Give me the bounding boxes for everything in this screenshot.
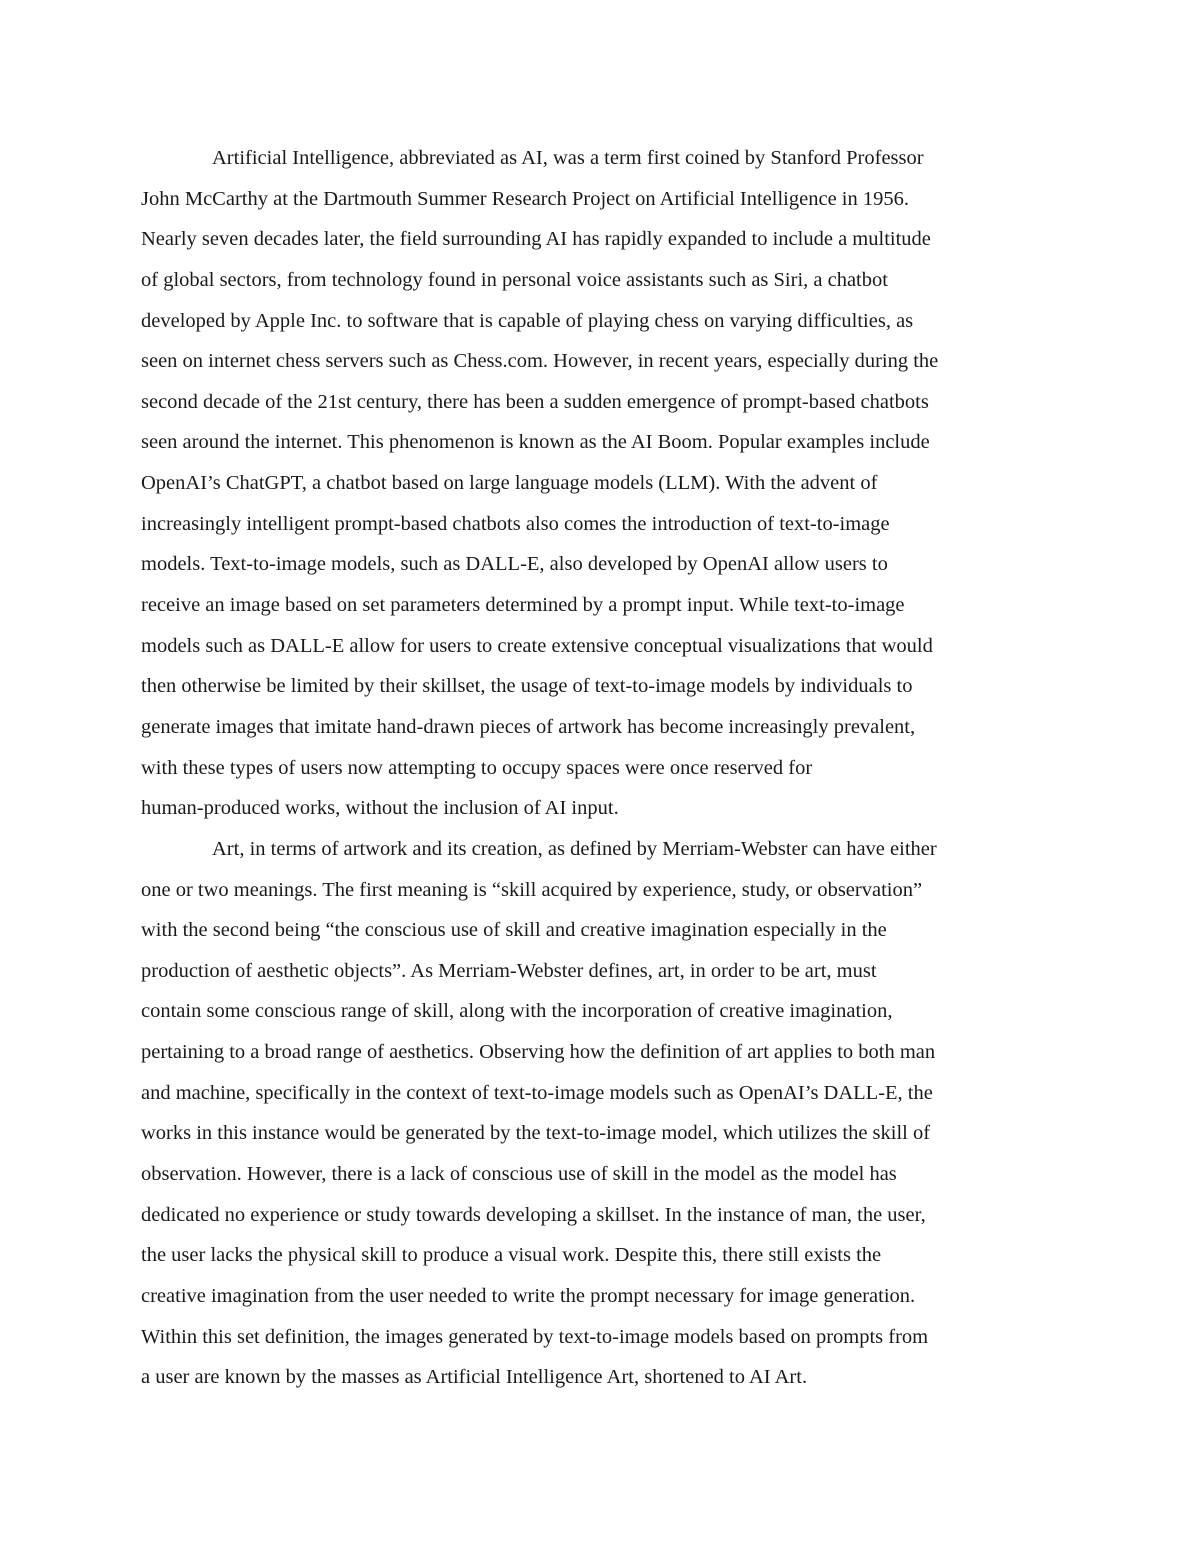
paragraph-line: then otherwise be limited by their skillset, the usage of text-to-image models by individuals to (141, 675, 913, 698)
paragraph-line: increasingly intelligent prompt-based chatbots also comes the introduction of text-to-image (141, 512, 890, 535)
paragraph-line: creative imagination from the user needed to write the prompt necessary for image generation. (141, 1284, 916, 1307)
paragraph-line: contain some conscious range of skill, along with the incorporation of creative imagination, (141, 1000, 893, 1023)
paragraph-line: receive an image based on set parameters determined by a prompt input. While text-to-image (141, 594, 905, 617)
paragraph-line: developed by Apple Inc. to software that is capable of playing chess on varying difficulties, as (141, 309, 914, 332)
document-body (141, 138, 1061, 1398)
paragraph-line: seen on internet chess servers such as Chess.com. However, in recent years, especially during the (141, 350, 939, 373)
paragraph-line: works in this instance would be generated by the text-to-image model, which utilizes the skill of (141, 1122, 931, 1145)
paragraph-line: pertaining to a broad range of aesthetics. Observing how the definition of art applies to both man (141, 1041, 936, 1064)
paragraph-line: models. Text-to-image models, such as DALL-E, also developed by OpenAI allow users to (141, 553, 888, 576)
paragraph-line: second decade of the 21st century, there has been a sudden emergence of prompt-based chatbots (141, 390, 929, 413)
paragraph-line: Art, in terms of artwork and its creation, as defined by Merriam-Webster can have either (212, 837, 937, 860)
paragraph-line: one or two meanings. The first meaning is “skill acquired by experience, study, or observation” (141, 878, 923, 901)
paragraph-line: a user are known by the masses as Artificial Intelligence Art, shortened to AI Art. (141, 1366, 808, 1389)
paragraph-line: Within this set definition, the images generated by text-to-image models based on prompts from (141, 1325, 929, 1348)
paragraph-line: Artificial Intelligence, abbreviated as AI, was a term first coined by Stanford Professor (212, 147, 924, 169)
paragraph-1 (141, 138, 1061, 829)
paragraph-line: observation. However, there is a lack of conscious use of skill in the model as the model has (141, 1163, 897, 1186)
paragraph-line: production of aesthetic objects”. As Merriam-Webster defines, art, in order to be art, must (141, 959, 877, 982)
paragraph-line: John McCarthy at the Dartmouth Summer Research Project on Artificial Intelligence in 1956. (141, 187, 909, 210)
paragraph-line: of global sectors, from technology found in personal voice assistants such as Siri, a chatbot (141, 268, 888, 291)
paragraph-line: with the second being “the conscious use of skill and creative imagination especially in the (141, 919, 887, 942)
paragraph-line: human-produced works, without the inclusion of AI input. (141, 797, 619, 820)
paragraph-2 (141, 829, 1061, 1398)
paragraph-line: the user lacks the physical skill to produce a visual work. Despite this, there still exists the (141, 1244, 882, 1267)
paragraph-line: dedicated no experience or study towards developing a skillset. In the instance of man, the user, (141, 1203, 926, 1226)
paragraph-line: and machine, specifically in the context of text-to-image models such as OpenAI’s DALL-E, the (141, 1081, 933, 1104)
paragraph-line: OpenAI’s ChatGPT, a chatbot based on large language models (LLM). With the advent of (141, 472, 878, 495)
paragraph-line: generate images that imitate hand-drawn pieces of artwork has become increasingly prevalent, (141, 715, 916, 738)
paragraph-line: seen around the internet. This phenomenon is known as the AI Boom. Popular examples include (141, 431, 930, 454)
paragraph-line: Nearly seven decades later, the field surrounding AI has rapidly expanded to include a multitude (141, 228, 931, 251)
paragraph-line: models such as DALL-E allow for users to create extensive conceptual visualizations that would (141, 634, 933, 657)
paragraph-line: with these types of users now attempting to occupy spaces were once reserved for (141, 756, 813, 779)
